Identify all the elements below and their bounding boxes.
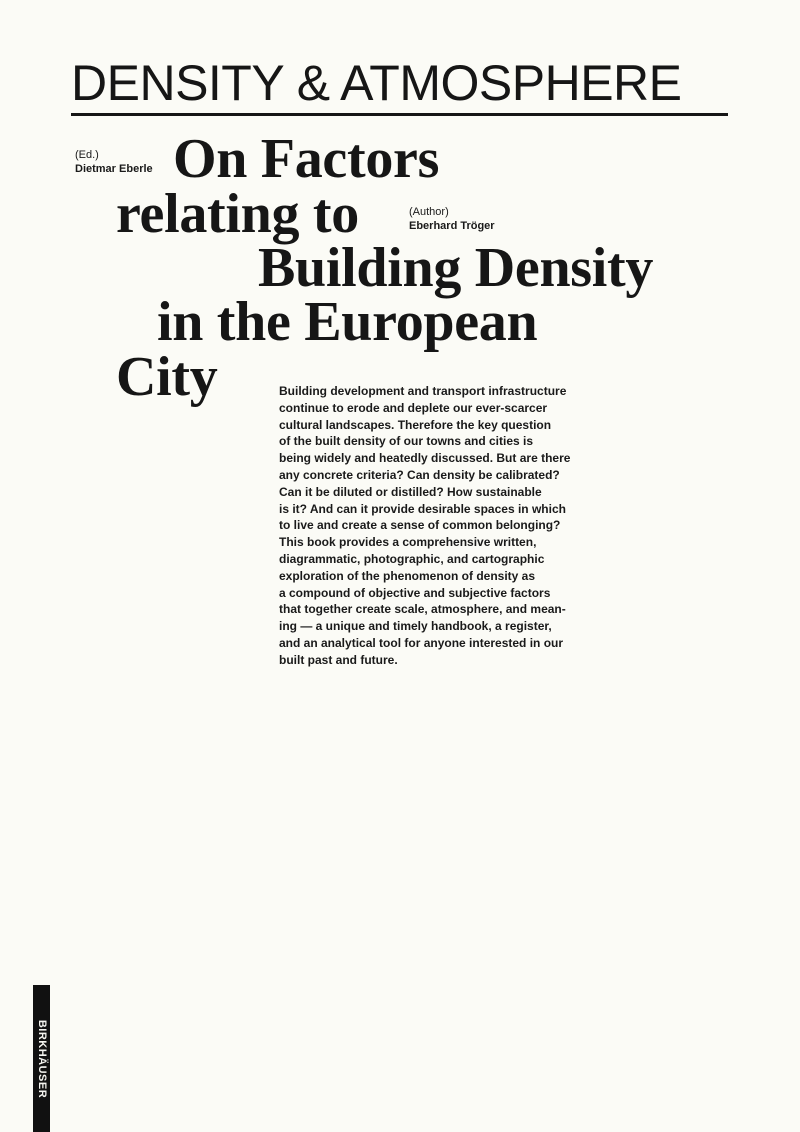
book-title-line-2: relating to	[116, 183, 359, 245]
editor-name: Dietmar Eberle	[75, 163, 153, 175]
blurb-line: to live and create a sense of common belonging?	[279, 518, 561, 533]
blurb-text	[279, 383, 659, 669]
blurb-line: continue to erode and deplete our ever-scarcer	[279, 400, 548, 415]
title-rule	[71, 113, 728, 116]
blurb-line: of the built density of our towns and cities is	[279, 434, 534, 449]
blurb-line: Building development and transport infrastructure	[279, 384, 567, 398]
publisher-name: BIRKHÄUSER	[35, 1019, 48, 1098]
blurb-line: diagrammatic, photographic, and cartographic	[279, 551, 545, 566]
blurb-line: ing — a unique and timely handbook, a register,	[279, 619, 552, 634]
blurb-line: This book provides a comprehensive written,	[279, 535, 537, 550]
blurb-line: a compound of objective and subjective factors	[279, 585, 551, 600]
blurb-line: is it? And can it provide desirable spaces in which	[279, 501, 566, 516]
book-title-line-3: Building Density	[258, 237, 654, 299]
book-title-line-4: in the European	[157, 291, 538, 353]
editor-role: (Ed.)	[75, 149, 99, 161]
blurb-line: Can it be diluted or distilled? How sustainable	[279, 484, 542, 499]
blurb-line: exploration of the phenomenon of density as	[279, 568, 536, 583]
author-role: (Author)	[409, 206, 449, 218]
blurb-line: and an analytical tool for anyone interested in our	[279, 635, 564, 650]
publisher-logo	[33, 985, 50, 1132]
blurb-line: being widely and heatedly discussed. But are there	[279, 451, 571, 466]
book-title-line-1: On Factors	[173, 128, 440, 190]
book-title-line-5: City	[116, 346, 218, 408]
editor-credit	[75, 148, 153, 176]
blurb-line: any concrete criteria? Can density be calibrated?	[279, 467, 560, 482]
blurb-line: that together create scale, atmosphere, and mean-	[279, 602, 566, 617]
blurb-line: cultural landscapes. Therefore the key question	[279, 417, 552, 432]
blurb-line: built past and future.	[279, 652, 398, 667]
series-title: DENSITY & ATMOSPHERE	[71, 55, 682, 111]
author-name: Eberhard Tröger	[409, 220, 495, 232]
author-credit	[409, 205, 495, 233]
